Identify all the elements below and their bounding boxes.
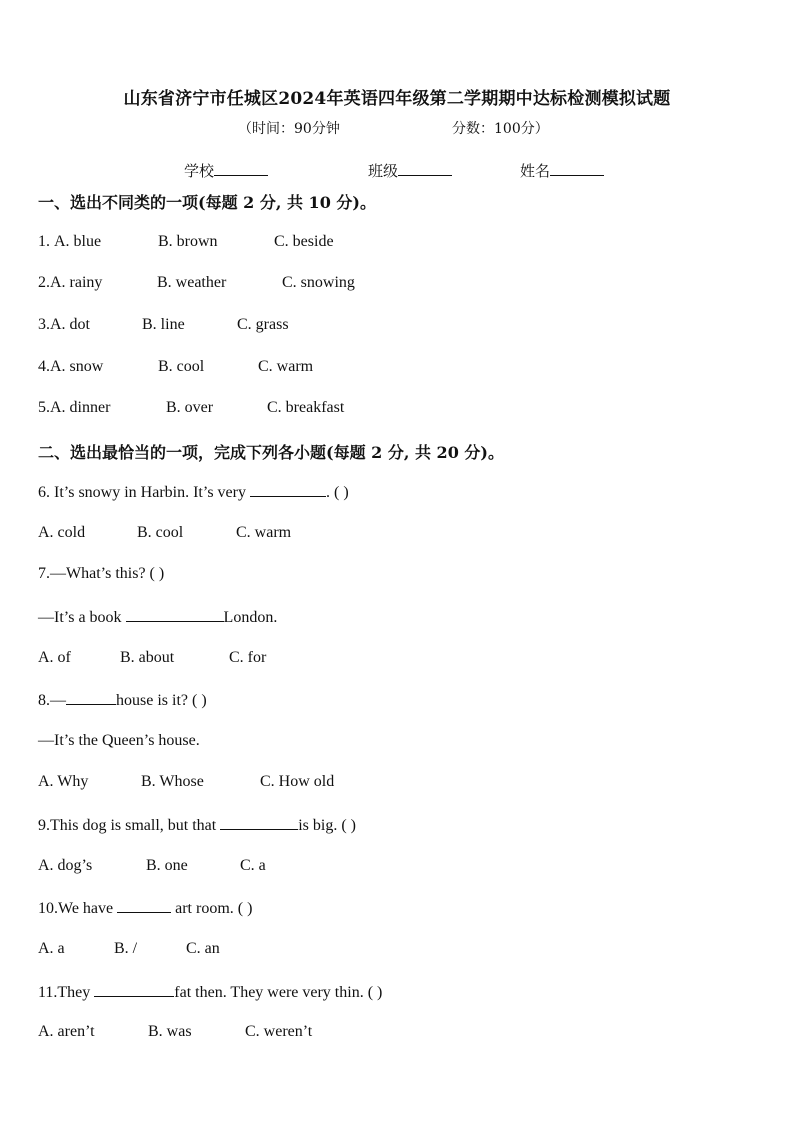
class-blank xyxy=(398,161,452,176)
q10-option-c: C. an xyxy=(186,940,220,957)
q2-option-b: B. weather xyxy=(157,274,227,291)
q8-option-b: B. Whose xyxy=(141,773,204,790)
q9-option-b: B. one xyxy=(146,857,188,874)
q3: 3.A. dot B. line C. grass xyxy=(38,316,289,333)
q2-option-a: A. rainy xyxy=(50,274,103,291)
exam-score: 分数：100分） xyxy=(452,121,549,137)
school-label: 学校 xyxy=(184,162,215,180)
q5-option-a: A. dinner xyxy=(50,399,111,416)
q9-stem: 9.This dog is small, but that is big. ( ) xyxy=(38,817,356,834)
q11-option-b: B. was xyxy=(148,1023,192,1040)
q6-option-a: A. cold xyxy=(38,524,86,541)
q9-options xyxy=(38,857,266,875)
q8-blank xyxy=(66,690,116,705)
q8-stem: 8.— house is it? ( ) xyxy=(38,692,207,709)
q3-option-a: A. dot xyxy=(50,316,90,333)
q10-option-a: A. a xyxy=(38,940,65,957)
q7-answer: —It’s a book London. xyxy=(38,609,278,626)
q10-blank xyxy=(117,898,171,913)
q1-option-a: A. blue xyxy=(54,233,102,250)
q2-option-c: C. snowing xyxy=(282,274,355,291)
q11-stem: 11.They fat then. They were very thin. ( ) xyxy=(38,984,383,1001)
school-blank xyxy=(214,161,268,176)
class-field xyxy=(368,160,452,181)
q6-stem: 6. It’s snowy in Harbin. It’s very . ( ) xyxy=(38,484,349,501)
q5-option-b: B. over xyxy=(166,399,214,416)
q1-option-c: C. beside xyxy=(274,233,334,250)
q3-option-b: B. line xyxy=(142,316,185,333)
exam-time: （时间：90分钟 xyxy=(238,121,340,137)
q2: 2.A. rainy B. weather C. snowing xyxy=(38,274,355,291)
q7-blank xyxy=(126,607,224,622)
q5-option-c: C. breakfast xyxy=(267,399,345,416)
q1-option-b: B. brown xyxy=(158,233,218,250)
q1: 1. A. blue B. brown C. beside xyxy=(38,233,334,250)
q6-blank xyxy=(250,482,326,497)
name-blank xyxy=(550,161,604,176)
q5: 5.A. dinner B. over C. breakfast xyxy=(38,399,345,416)
q4-option-b: B. cool xyxy=(158,358,205,375)
q11-options xyxy=(38,1023,312,1041)
q9-option-a: A. dog’s xyxy=(38,857,93,874)
q7-option-c: C. for xyxy=(229,649,267,666)
q7-stem: 7.—What’s this? ( ) xyxy=(38,565,165,582)
q10-options xyxy=(38,940,220,958)
q8-option-c: C. How old xyxy=(260,773,335,790)
q9-option-c: C. a xyxy=(240,857,266,874)
school-field xyxy=(184,160,268,181)
q3-option-c: C. grass xyxy=(237,316,289,333)
q8-option-a: A. Why xyxy=(38,773,89,790)
q4-option-a: A. snow xyxy=(50,358,104,375)
q9-blank xyxy=(220,815,298,830)
q8-options xyxy=(38,773,334,791)
q11-option-c: C. weren’t xyxy=(245,1023,313,1040)
q11-option-a: A. aren’t xyxy=(38,1023,95,1040)
q6-option-b: B. cool xyxy=(137,524,184,541)
name-field xyxy=(520,160,604,181)
q10-option-b: B. / xyxy=(114,940,138,957)
name-label: 姓名 xyxy=(520,162,551,180)
q7-option-b: B. about xyxy=(120,649,175,666)
q11-blank xyxy=(94,982,174,997)
section1-heading: 一、选出不同类的一项(每题 2 分, 共 10 分)。 xyxy=(38,193,376,212)
class-label: 班级 xyxy=(368,162,399,180)
q7-options xyxy=(38,649,266,667)
q7-option-a: A. of xyxy=(38,649,71,666)
q6-option-c: C. warm xyxy=(236,524,292,541)
q4: 4.A. snow B. cool C. warm xyxy=(38,358,314,375)
section2-heading: 二、选出最恰当的一项，完成下列各小题(每题 2 分, 共 20 分)。 xyxy=(38,443,504,462)
q10-stem: 10.We have art room. ( ) xyxy=(38,900,253,917)
q8-answer: —It’s the Queen’s house. xyxy=(38,732,200,749)
q4-option-c: C. warm xyxy=(258,358,314,375)
exam-title: 山东省济宁市任城区2024年英语四年级第二学期期中达标检测模拟试题 xyxy=(123,89,671,109)
q6-options xyxy=(38,524,291,542)
